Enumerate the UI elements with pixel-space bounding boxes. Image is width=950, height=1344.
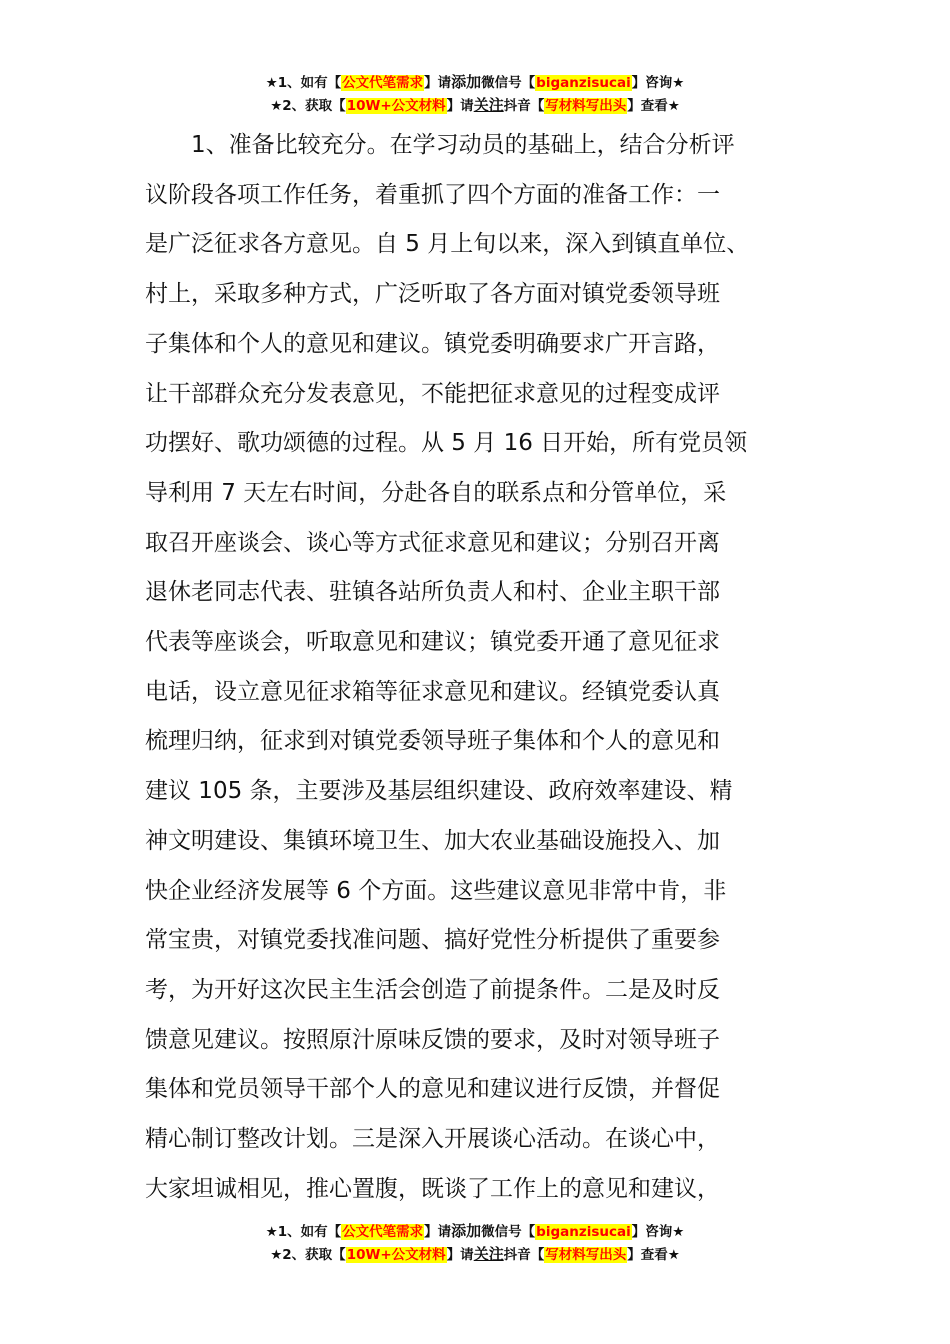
body-line: 集体和党员领导干部个人的意见和建议进行反馈，并督促 — [145, 1076, 720, 1103]
body-line: 快企业经济发展等 6 个方面。这些建议意见非常中肯，非 — [145, 877, 727, 904]
body-line: 考，为开好这次民主生活会创造了前提条件。二是及时反 — [145, 976, 720, 1003]
body-line: 让干部群众充分发表意见，不能把征求意见的过程变成评 — [145, 380, 720, 407]
body-line: 建议 105 条，主要涉及基层组织建设、政府效率建设、精 — [145, 778, 733, 805]
highlight-writing-service: 公文代笔需求 — [342, 1224, 424, 1240]
highlight-materials: 10W+公文材料 — [346, 1247, 446, 1263]
body-line: 神文明建设、集镇环境卫生、加大农业基础设施投入、加 — [145, 827, 720, 854]
highlight-douyin-account: 写材料写出头 — [545, 1247, 627, 1263]
footer-banner — [0, 1220, 950, 1266]
document-body — [145, 121, 825, 1214]
footer-banner-line-1: ★1、如有【公文代笔需求】请添加微信号【biganzisucai】咨询★ — [265, 1222, 685, 1240]
header-banner — [0, 71, 950, 117]
body-line: 取召开座谈会、谈心等方式征求意见和建议；分别召开离 — [145, 529, 720, 556]
header-banner-line-2: ★2、获取【10W+公文材料】请关注抖音【写材料写出头】查看★ — [270, 96, 680, 114]
highlight-douyin-account: 写材料写出头 — [545, 98, 627, 114]
body-line: 大家坦诚相见，推心置腹，既谈了工作上的意见和建议， — [145, 1175, 720, 1202]
footer-banner-line-2: ★2、获取【10W+公文材料】请关注抖音【写材料写出头】查看★ — [270, 1245, 680, 1263]
highlight-writing-service: 公文代笔需求 — [342, 75, 424, 91]
body-line: 村上，采取多种方式，广泛听取了各方面对镇党委领导班 — [145, 281, 720, 308]
body-line: 议阶段各项工作任务，着重抓了四个方面的准备工作：一 — [145, 181, 720, 208]
highlight-wechat-id: biganzisucai — [536, 1224, 631, 1240]
highlight-wechat-id: biganzisucai — [536, 75, 631, 91]
body-line: 是广泛征求各方意见。自 5 月上旬以来，深入到镇直单位、 — [145, 231, 750, 258]
body-line: 常宝贵，对镇党委找准问题、搞好党性分析提供了重要参 — [145, 927, 720, 954]
body-line: 电话，设立意见征求箱等征求意见和建议。经镇党委认真 — [145, 678, 720, 705]
body-line: 1、准备比较充分。在学习动员的基础上，结合分析评 — [145, 132, 735, 158]
header-banner-line-1: ★1、如有【公文代笔需求】请添加微信号【biganzisucai】咨询★ — [265, 73, 685, 91]
highlight-materials: 10W+公文材料 — [346, 98, 446, 114]
body-line: 梳理归纳，征求到对镇党委领导班子集体和个人的意见和 — [145, 728, 720, 755]
body-line: 功摆好、歌功颂德的过程。从 5 月 16 日开始，所有党员领 — [145, 430, 748, 457]
body-line: 精心制订整改计划。三是深入开展谈心活动。在谈心中， — [145, 1126, 720, 1153]
body-line: 导利用 7 天左右时间，分赴各自的联系点和分管单位，采 — [145, 479, 727, 506]
body-line: 馈意见建议。按照原汁原味反馈的要求，及时对领导班子 — [145, 1026, 720, 1053]
body-line: 退休老同志代表、驻镇各站所负责人和村、企业主职干部 — [145, 579, 720, 606]
body-line: 子集体和个人的意见和建议。镇党委明确要求广开言路， — [145, 330, 720, 357]
body-line: 代表等座谈会，听取意见和建议；镇党委开通了意见征求 — [145, 629, 720, 656]
